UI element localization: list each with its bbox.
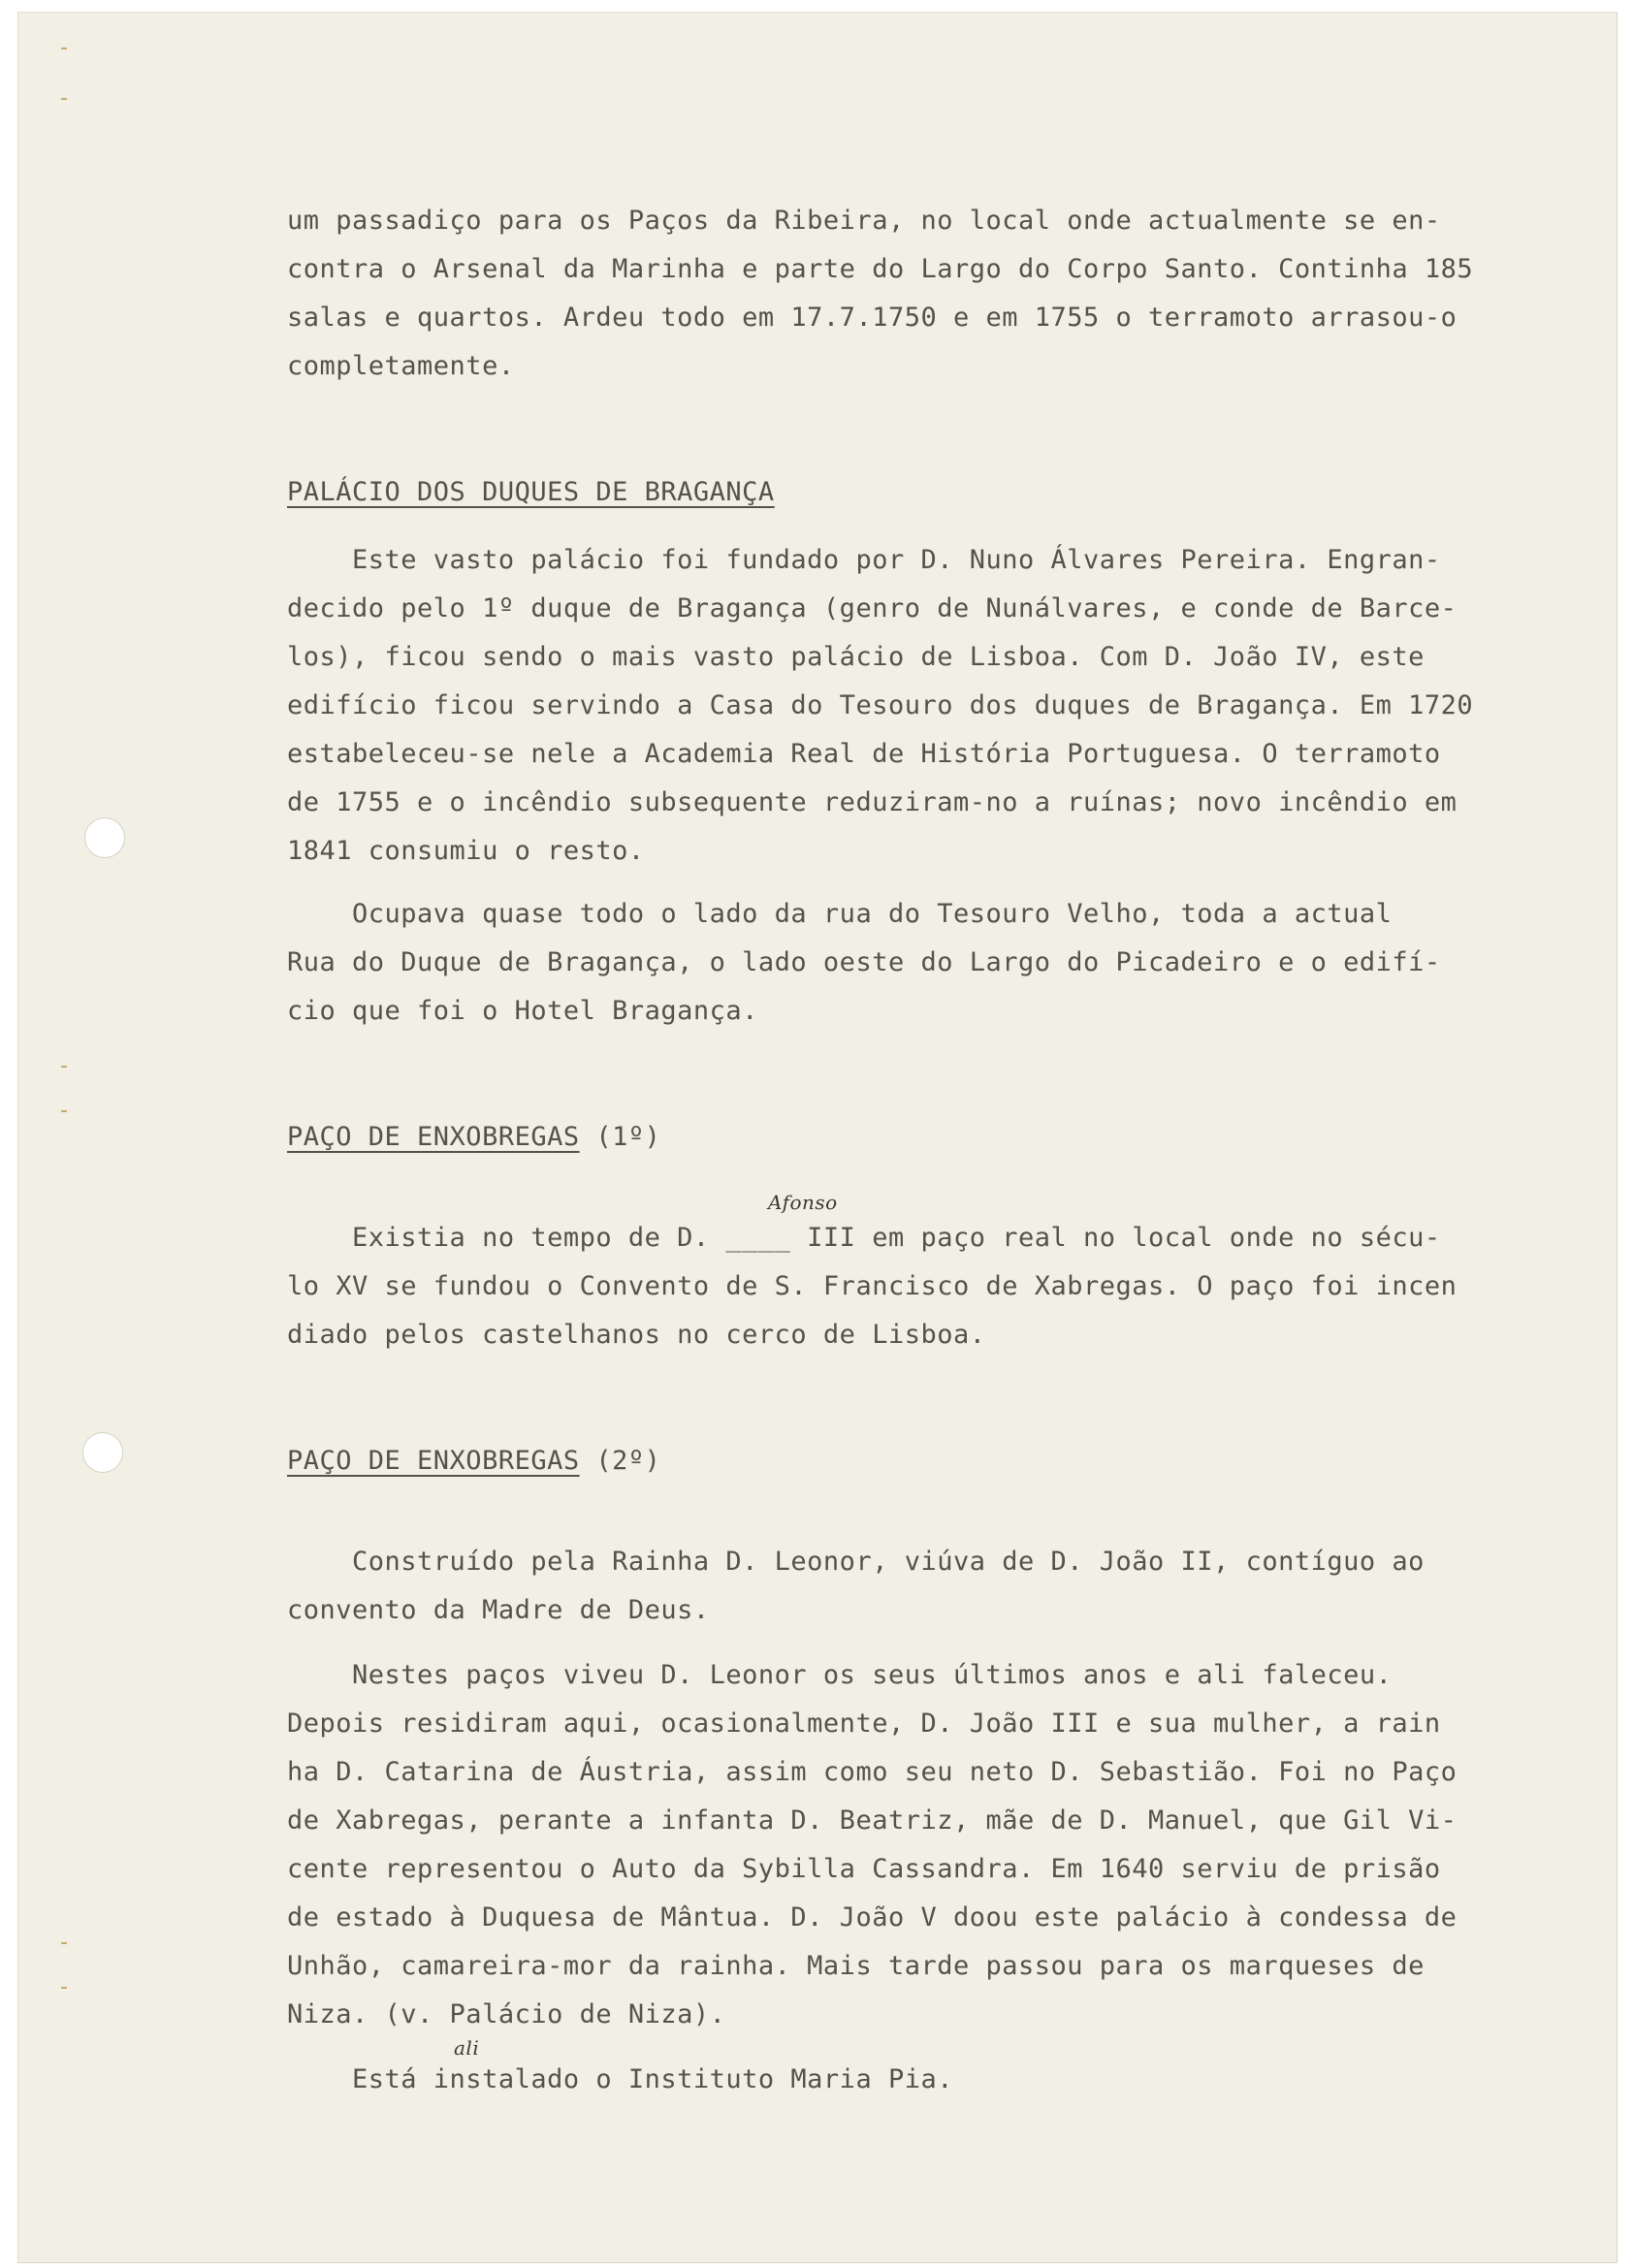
margin-mark [61,1066,67,1068]
text-line: de Xabregas, perante a infanta D. Beatriz, mãe de D. Manuel, que Gil Vi- [287,1805,1458,1836]
margin-mark [61,1110,67,1112]
text-line: Unhão, camareira-mor da rainha. Mais tarde passou para os marqueses de [287,1951,1425,1981]
margin-mark [61,48,67,49]
handwritten-annotation: Afonso [768,1191,838,1214]
text-line: de 1755 e o incêndio subsequente reduziram-no a ruínas; novo incêndio em [287,787,1458,817]
text-line: edifício ficou servindo a Casa do Tesouro dos duques de Bragança. Em 1720 [287,690,1474,720]
text-line: Ocupava quase todo o lado da rua do Tesouro Velho, toda a actual [287,899,1393,929]
text-line: cio que foi o Hotel Bragança. [287,996,758,1026]
text-line: Nestes paços viveu D. Leonor os seus últimos anos e ali faleceu. [287,1660,1393,1690]
text-line: Rua do Duque de Bragança, o lado oeste do Largo do Picadeiro e o edifí- [287,947,1441,977]
section-heading: PAÇO DE ENXOBREGAS (2º) [287,1446,661,1476]
handwritten-annotation: ali [454,2036,480,2060]
margin-mark [61,98,67,100]
text-line: decido pelo 1º duque de Bragança (genro de Nunálvares, e conde de Barce- [287,593,1458,623]
text-line: cente representou o Auto da Sybilla Cassandra. Em 1640 serviu de prisão [287,1854,1441,1884]
text-line: Construído pela Rainha D. Leonor, viúva de D. João II, contíguo ao [287,1547,1425,1577]
text-line: Niza. (v. Palácio de Niza). [287,1999,726,2029]
margin-mark [61,1987,67,1989]
text-line: de estado à Duquesa de Mântua. D. João V doou este palácio à condessa de [287,1902,1458,1933]
text-line: estabeleceu-se nele a Academia Real de História Portuguesa. O terramoto [287,739,1441,769]
section-heading: PALÁCIO DOS DUQUES DE BRAGANÇA [287,477,775,507]
text-line: diado pelos castelhanos no cerco de Lisboa. [287,1320,986,1350]
text-line: Está instalado o Instituto Maria Pia. [287,2064,953,2094]
margin-mark [61,1942,67,1944]
text-line: lo XV se fundou o Convento de S. Francisco de Xabregas. O paço foi incen [287,1271,1458,1301]
text-line: ha D. Catarina de Áustria, assim como seu neto D. Sebastião. Foi no Paço [287,1757,1458,1787]
punch-hole [84,817,125,858]
text-line: convento da Madre de Deus. [287,1595,710,1625]
text-line: completamente. [287,351,515,381]
text-line: um passadiço para os Paços da Ribeira, no local onde actualmente se en- [287,206,1441,236]
text-line: Depois residiram aqui, ocasionalmente, D. João III e sua mulher, a rain [287,1709,1441,1739]
text-line: contra o Arsenal da Marinha e parte do Largo do Corpo Santo. Continha 185 [287,254,1474,284]
section-heading: PAÇO DE ENXOBREGAS (1º) [287,1122,661,1152]
text-line: Este vasto palácio foi fundado por D. Nuno Álvares Pereira. Engran- [287,545,1441,575]
text-line: Existia no tempo de D. ____ III em paço real no local onde no sécu- [287,1223,1441,1253]
text-line: 1841 consumiu o resto. [287,836,645,866]
text-line: salas e quartos. Ardeu todo em 17.7.1750 e em 1755 o terramoto arrasou-o [287,303,1458,333]
text-line: los), ficou sendo o mais vasto palácio de Lisboa. Com D. João IV, este [287,642,1425,672]
punch-hole [82,1432,123,1473]
